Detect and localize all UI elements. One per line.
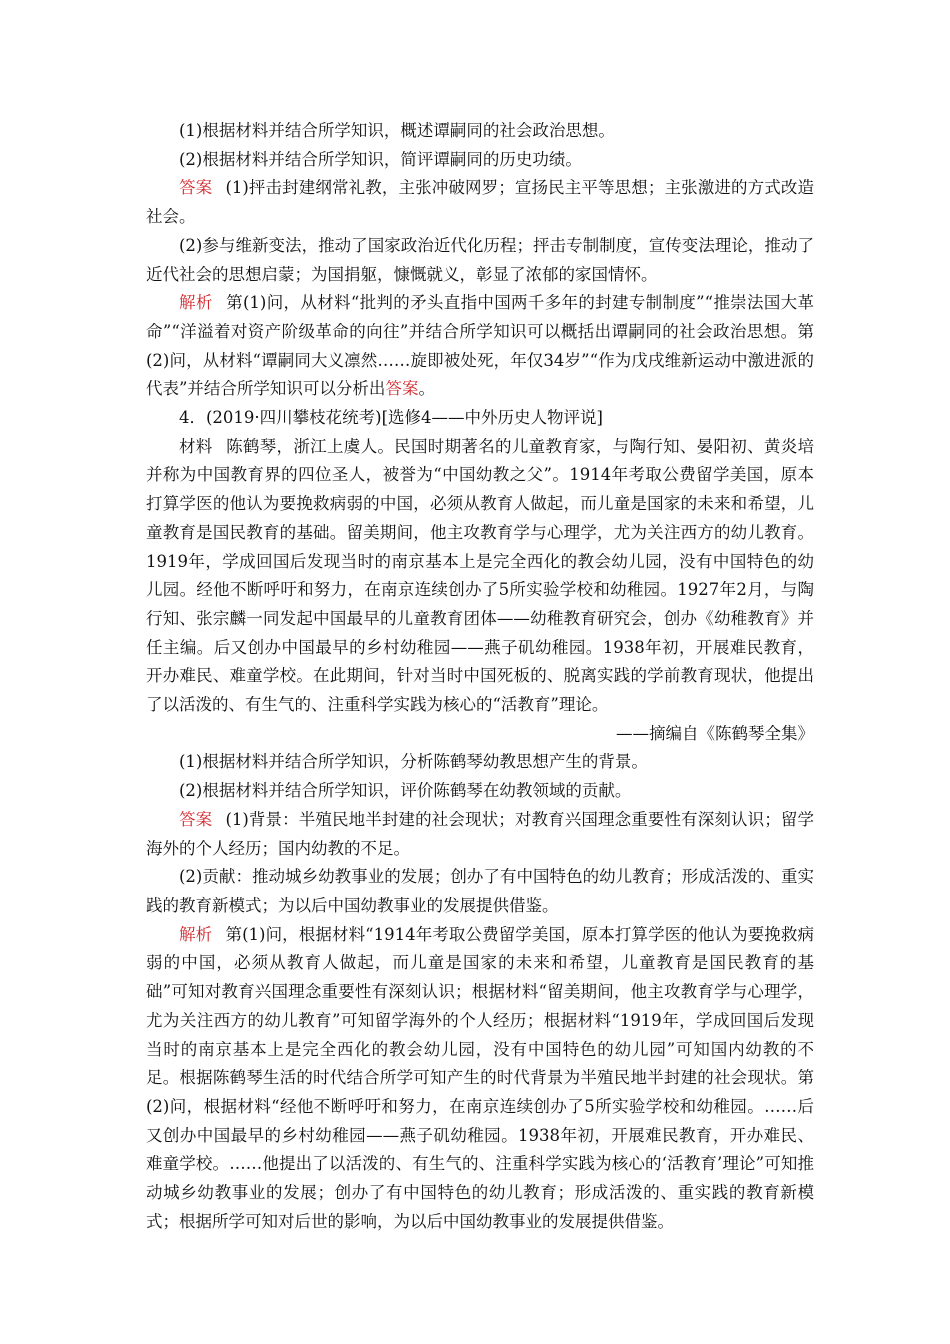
q4-answer-2: (2)贡献：推动城乡幼教事业的发展；创办了有中国特色的幼儿教育；形成活泼的、重实践的教育新模式；为以后中国幼教事业的发展提供借鉴。 — [146, 867, 814, 915]
q4-analysis — [146, 921, 814, 1237]
q4-sub-question-2: (2)根据材料并结合所学知识，评价陈鹤琴在幼教领域的贡献。 — [179, 781, 632, 801]
q4-sub-question-1: (1)根据材料并结合所学知识，分析陈鹤琴幼教思想产生的背景。 — [179, 752, 648, 772]
q3-sub-question-1: (1)根据材料并结合所学知识，概述谭嗣同的社会政治思想。 — [179, 121, 615, 140]
q4-analysis-text: 第(1)问，根据材料“1914年考取公费留学美国，原本打算学医的他认为要挽救病弱的中国，必须从教育人做起，而儿童是国家的未来和希望，儿童教育是国民教育的基础”可知对教育兴国理念重要性有深刻认识；根据材料“留美期间，他主攻教育学与心理学，尤为关注西方的幼儿教育”可知留学海外的个人经历；根据材料“1919年，学成回国后发现当时的南京基本上是完全西化的教会幼儿园，没有中国特色的幼儿园”可知国内幼教的不足。根据陈鹤琴生活的时代结合所学可知产生的时代背景为半殖民地半封建的社会现状。第(2)问，根据材料“经他不断呼吁和努力，在南京连续创办了5所实验学校和幼稚园。……后又创办中国最早的乡村幼稚园——燕子矶幼稚园。1938年初，开展难民教育，开办难民、难童学校。……他提出了以活泼的、有生气的、注重科学实践为核心的‘活教育’理论”可知推动城乡幼教事业的发展；创办了有中国特色的幼儿教育；形成活泼的、重实践的教育新模式；根据所学可知对后世的影响，为以后中国幼教事业的发展提供借鉴。 — [146, 924, 814, 1231]
q4-answer-label: 答案 — [179, 809, 213, 829]
q4-analysis-label: 解析 — [179, 924, 213, 944]
q3-analysis-text: 第(1)问，从材料“批判的矛头直指中国两千多年的封建专制制度”“推崇法国大革命”“洋溢着对资产阶级革命的向往”并结合所学知识可以概括出谭嗣同的社会政治思想。第(2)问，从材料“谭嗣同大义凛然……旋即被处死，年仅34岁”“作为戊戌维新运动中激进派的代表”并结合所学知识可以分析出 — [146, 293, 814, 399]
q4-material — [146, 433, 814, 720]
q3-analysis-label: 解析 — [179, 293, 213, 313]
q3-analysis-answer-word: 答案 — [385, 379, 419, 399]
document-page — [146, 117, 814, 1236]
q3-sub-question-2: (2)根据材料并结合所学知识，简评谭嗣同的历史功绩。 — [179, 149, 582, 169]
q4-material-label: 材料 — [179, 436, 213, 456]
q4-material-source: ——摘编自《陈鹤琴全集》 — [616, 723, 814, 743]
q3-answer-1 — [146, 174, 814, 231]
q4-answer-1-text: (1)背景：半殖民地半封建的社会现状；对教育兴国理念重要性有深刻认识；留学海外的个人经历；国内幼教的不足。 — [146, 809, 815, 858]
q3-answer-label: 答案 — [179, 178, 213, 198]
q3-answer-2: (2)参与维新变法，推动了国家政治近代化历程；抨击专制制度，宣传变法理论，推动了近代社会的思想启蒙；为国捐躯，慷慨就义，彰显了浓郁的家国情怀。 — [146, 235, 814, 284]
q4-material-text: 陈鹤琴，浙江上虞人。民国时期著名的儿童教育家，与陶行知、晏阳初、黄炎培并称为中国教育界的四位圣人，被誉为“中国幼教之父”。1914年考取公费留学美国，原本打算学医的他认为要挽救病弱的中国，必须从教育人做起，而儿童是国家的未来和希望，儿童教育是国民教育的基础。留美期间，他主攻教育学与心理学，尤为关注西方的幼儿教育。1919年，学成回国后发现当时的南京基本上是完全西化的教会幼儿园，没有中国特色的幼儿园。经他不断呼吁和努力，在南京连续创办了5所实验学校和幼稚园。1927年2月，与陶行知、张宗麟一同发起中国最早的儿童教育团体——幼稚教育研究会，创办《幼稚教育》并任主编。后又创办中国最早的乡村幼稚园——燕子矶幼稚园。1938年初，开展难民教育，开办难民、难童学校。在此期间，针对当时中国死板的、脱离实践的学前教育现状，他提出了以活泼的、有生气的、注重科学实践为核心的“活教育”理论。 — [146, 436, 815, 715]
q3-analysis-end: 。 — [418, 379, 435, 399]
q3-analysis — [146, 289, 814, 404]
q3-answer-1-text: (1)抨击封建纲常礼教，主张冲破网罗；宣扬民主平等思想；主张激进的方式改造社会。 — [146, 178, 815, 227]
q4-header: 4．(2019·四川攀枝花统考)[选修4——中外历史人物评说] — [179, 408, 603, 428]
q4-answer-1 — [146, 806, 814, 863]
